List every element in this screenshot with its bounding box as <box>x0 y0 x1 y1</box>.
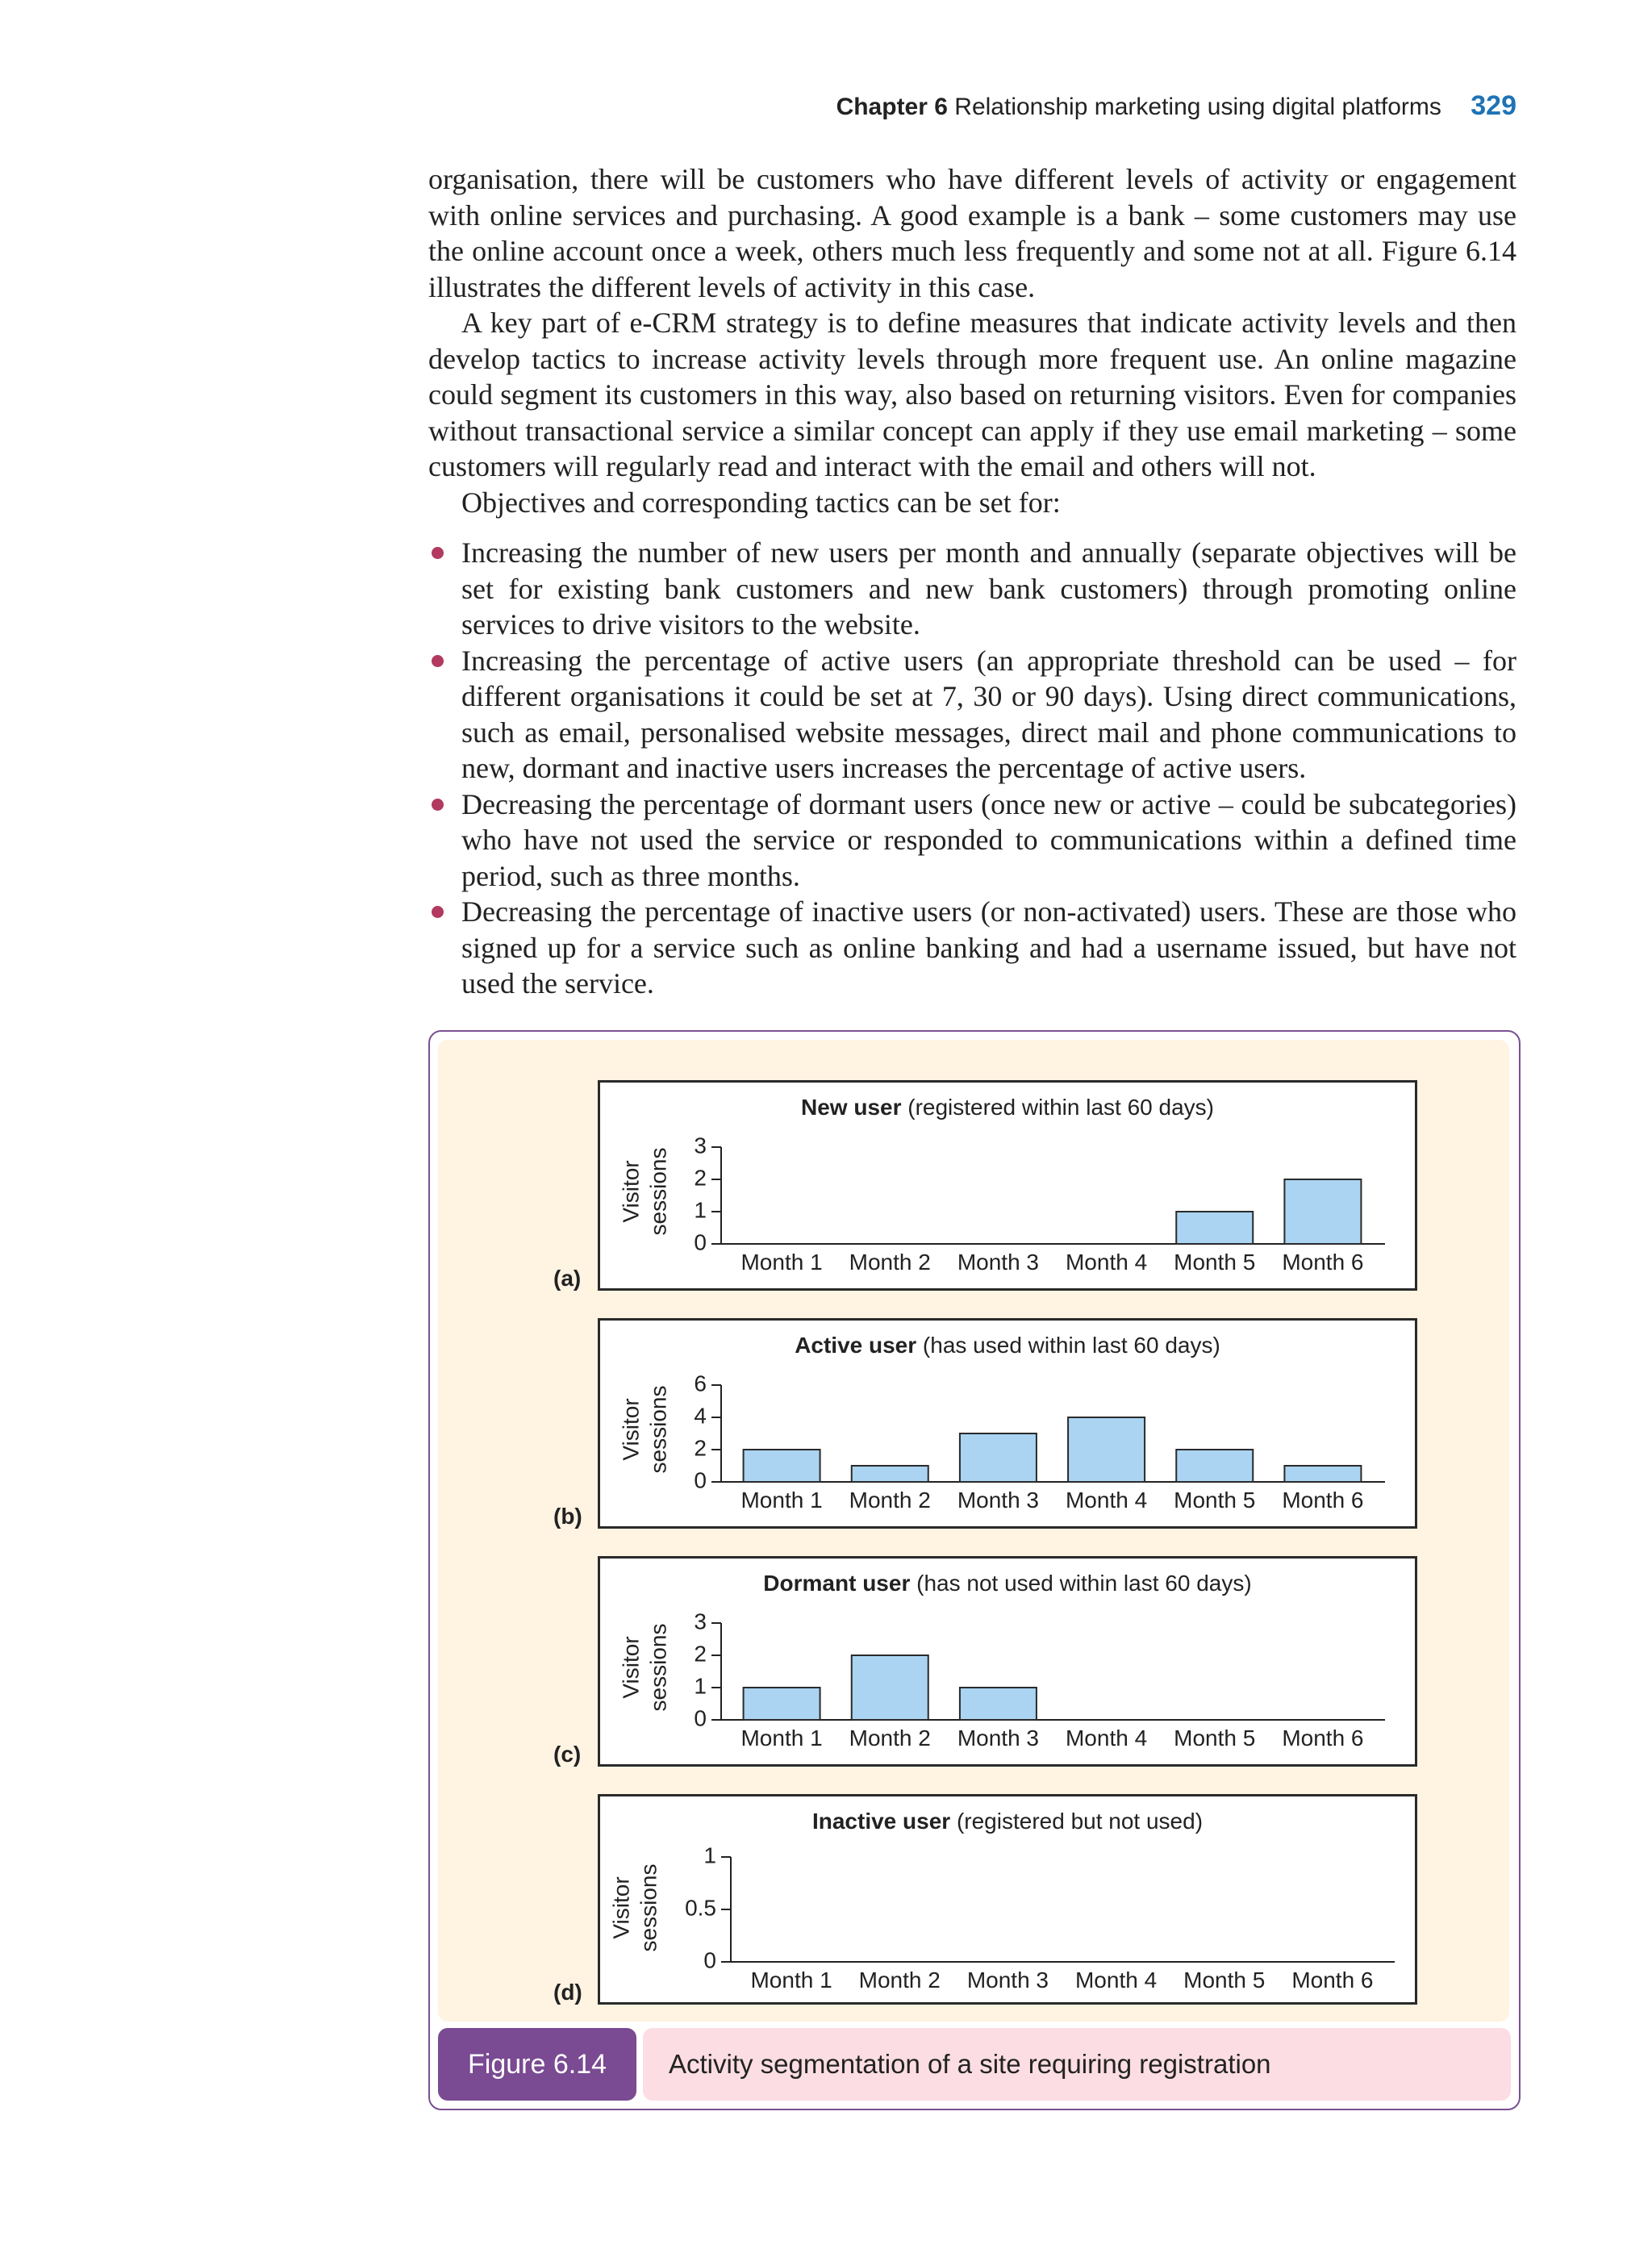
page-number: 329 <box>1471 90 1516 121</box>
objectives-list <box>428 535 1516 1002</box>
x-tick-label: Month 4 <box>1065 1488 1148 1513</box>
y-tick-label: 1 <box>694 1673 707 1699</box>
x-tick-label: Month 5 <box>1174 1488 1256 1513</box>
running-header <box>0 90 1516 122</box>
x-tick-label: Month 1 <box>740 1488 823 1513</box>
chart-title <box>763 1571 1251 1596</box>
paragraph-1: organisation, there will be customers who have different levels of activity or engagement with online services and purchasing. A good example is a bank – some customers may use the online account once a week, others much less frequently and some not at all. Figure 6.14 illustrates the different levels of activity in this case. <box>428 163 1516 303</box>
bar <box>852 1655 928 1720</box>
bar <box>1284 1179 1361 1244</box>
bar <box>1284 1466 1361 1482</box>
chart-panel-new-user <box>598 1080 1417 1291</box>
x-tick-label: Month 3 <box>966 1968 1049 1993</box>
bar <box>744 1688 820 1720</box>
bar-chart-dormant-user <box>600 1559 1415 1764</box>
chapter-number: Chapter 6 <box>836 94 948 120</box>
y-axis-label-line: sessions <box>645 1623 671 1712</box>
x-tick-label: Month 3 <box>957 1488 1040 1513</box>
figure-caption: Activity segmentation of a site requiring registration <box>643 2028 1511 2101</box>
y-axis-label-line: sessions <box>645 1147 671 1236</box>
list-item <box>428 787 1516 895</box>
y-axis-label-line: Visitor <box>618 1398 644 1461</box>
figure-6-14 <box>428 1030 1521 2110</box>
x-tick-label: Month 2 <box>858 1968 941 1993</box>
bullet-icon <box>432 799 444 811</box>
x-tick-label: Month 4 <box>1065 1250 1148 1275</box>
panel-label-b: (b) <box>553 1504 582 1529</box>
bar-chart-active-user <box>600 1321 1415 1526</box>
bar <box>744 1450 820 1482</box>
bullet-icon <box>432 655 444 667</box>
list-item-text: Increasing the percentage of active users (an appropriate threshold can be used – for different organisations it could be set at 7, 30 or 90 days). Using direct communications, such as email, personalised website messages, direct mail and phone communications to new, dormant and inactive users increases the percentage of active users. <box>461 644 1516 784</box>
paragraph-2: A key part of e-CRM strategy is to define measures that indicate activity levels and then develop tactics to increase activity levels through more frequent use. An online magazine could segment its customers in this way, also based on returning visitors. Even for companies without transactional service a similar concept can apply if they use email marketing – some customers will regularly read and interact with the email and others will not. <box>428 307 1516 482</box>
y-axis-label-line: Visitor <box>608 1876 634 1939</box>
y-tick-label: 1 <box>694 1197 707 1223</box>
list-item <box>428 894 1516 1002</box>
chart-title-bold: Inactive user <box>811 1809 951 1834</box>
chart-title <box>795 1333 1220 1358</box>
chart-title-bold: Active user <box>795 1333 917 1358</box>
x-tick-label: Month 2 <box>849 1250 931 1275</box>
y-axis-label-line: sessions <box>636 1863 661 1952</box>
bar <box>852 1466 928 1482</box>
x-tick-label: Month 5 <box>1183 1968 1266 1993</box>
y-tick-label: 0 <box>694 1467 707 1493</box>
bar <box>1068 1417 1145 1482</box>
y-tick-label: 4 <box>694 1403 707 1429</box>
y-tick-label: 0 <box>694 1705 707 1731</box>
chart-title-rest: (has used within last 60 days) <box>916 1333 1220 1358</box>
figure-number: Figure 6.14 <box>438 2028 636 2101</box>
bullet-icon <box>432 547 444 559</box>
bar <box>1176 1450 1253 1482</box>
x-tick-label: Month 4 <box>1065 1725 1148 1751</box>
list-item-text: Decreasing the percentage of dormant users (once new or active – could be subcategories) who have not used the service or responded to communications within a defined time period, such as three months. <box>461 787 1516 892</box>
bar <box>960 1433 1037 1482</box>
x-tick-label: Month 2 <box>849 1488 931 1513</box>
y-tick-label: 3 <box>694 1609 707 1634</box>
y-tick-label: 0.5 <box>685 1895 716 1921</box>
x-tick-label: Month 2 <box>849 1725 931 1751</box>
x-tick-label: Month 6 <box>1291 1968 1374 1993</box>
list-item <box>428 643 1516 787</box>
x-tick-label: Month 5 <box>1174 1250 1256 1275</box>
chart-title <box>812 1809 1203 1834</box>
x-tick-label: Month 1 <box>740 1725 823 1751</box>
y-tick-label: 3 <box>694 1133 707 1158</box>
x-tick-label: Month 1 <box>750 1968 832 1993</box>
x-tick-label: Month 3 <box>957 1725 1040 1751</box>
bullet-icon <box>432 906 444 918</box>
chart-panel-inactive-user <box>598 1794 1417 2005</box>
x-tick-label: Month 6 <box>1282 1250 1364 1275</box>
list-item <box>428 535 1516 643</box>
y-tick-label: 1 <box>703 1842 716 1868</box>
chart-title-rest: (registered but not used) <box>950 1809 1204 1834</box>
y-axis-label-line: Visitor <box>618 1636 644 1699</box>
list-item-text: Increasing the number of new users per month and annually (separate objectives will be set for existing bank customers and new bank customers) through promoting online services to drive visitors to the website. <box>461 536 1516 641</box>
chart-title-rest: (registered within last 60 days) <box>901 1095 1215 1120</box>
chart-title-bold: New user <box>800 1095 902 1120</box>
bar <box>960 1688 1037 1720</box>
list-item-text: Decreasing the percentage of inactive users (or non-activated) users. These are those who signed up for a service such as online banking and had a username issued, but have not used the service. <box>461 895 1516 999</box>
bar-chart-inactive-user <box>600 1796 1415 2002</box>
body-text <box>428 161 1516 1002</box>
paragraph-3: Objectives and corresponding tactics can be set for: <box>461 486 1061 519</box>
y-tick-label: 0 <box>694 1229 707 1255</box>
x-tick-label: Month 5 <box>1174 1725 1256 1751</box>
chart-panel-dormant-user <box>598 1556 1417 1767</box>
x-tick-label: Month 3 <box>957 1250 1040 1275</box>
bar <box>1176 1212 1253 1244</box>
chart-title <box>801 1095 1214 1120</box>
y-tick-label: 0 <box>703 1947 716 1973</box>
y-tick-label: 2 <box>694 1165 707 1191</box>
x-tick-label: Month 4 <box>1074 1968 1158 1993</box>
chart-title-rest: (has not used within last 60 days) <box>910 1571 1252 1596</box>
x-tick-label: Month 6 <box>1282 1488 1364 1513</box>
x-tick-label: Month 1 <box>740 1250 823 1275</box>
y-axis-label-line: sessions <box>645 1385 671 1474</box>
panel-label-a: (a) <box>553 1266 582 1291</box>
panel-label-c: (c) <box>553 1742 582 1767</box>
x-tick-label: Month 6 <box>1282 1725 1364 1751</box>
bar-chart-new-user <box>600 1083 1415 1288</box>
y-tick-label: 2 <box>694 1435 707 1461</box>
y-tick-label: 2 <box>694 1641 707 1667</box>
chapter-title: Relationship marketing using digital platforms <box>954 94 1441 120</box>
panel-label-d: (d) <box>553 1980 582 2005</box>
chart-panel-active-user <box>598 1318 1417 1529</box>
chart-title-bold: Dormant user <box>763 1571 911 1596</box>
y-tick-label: 6 <box>694 1371 707 1396</box>
y-axis-label-line: Visitor <box>618 1160 644 1223</box>
